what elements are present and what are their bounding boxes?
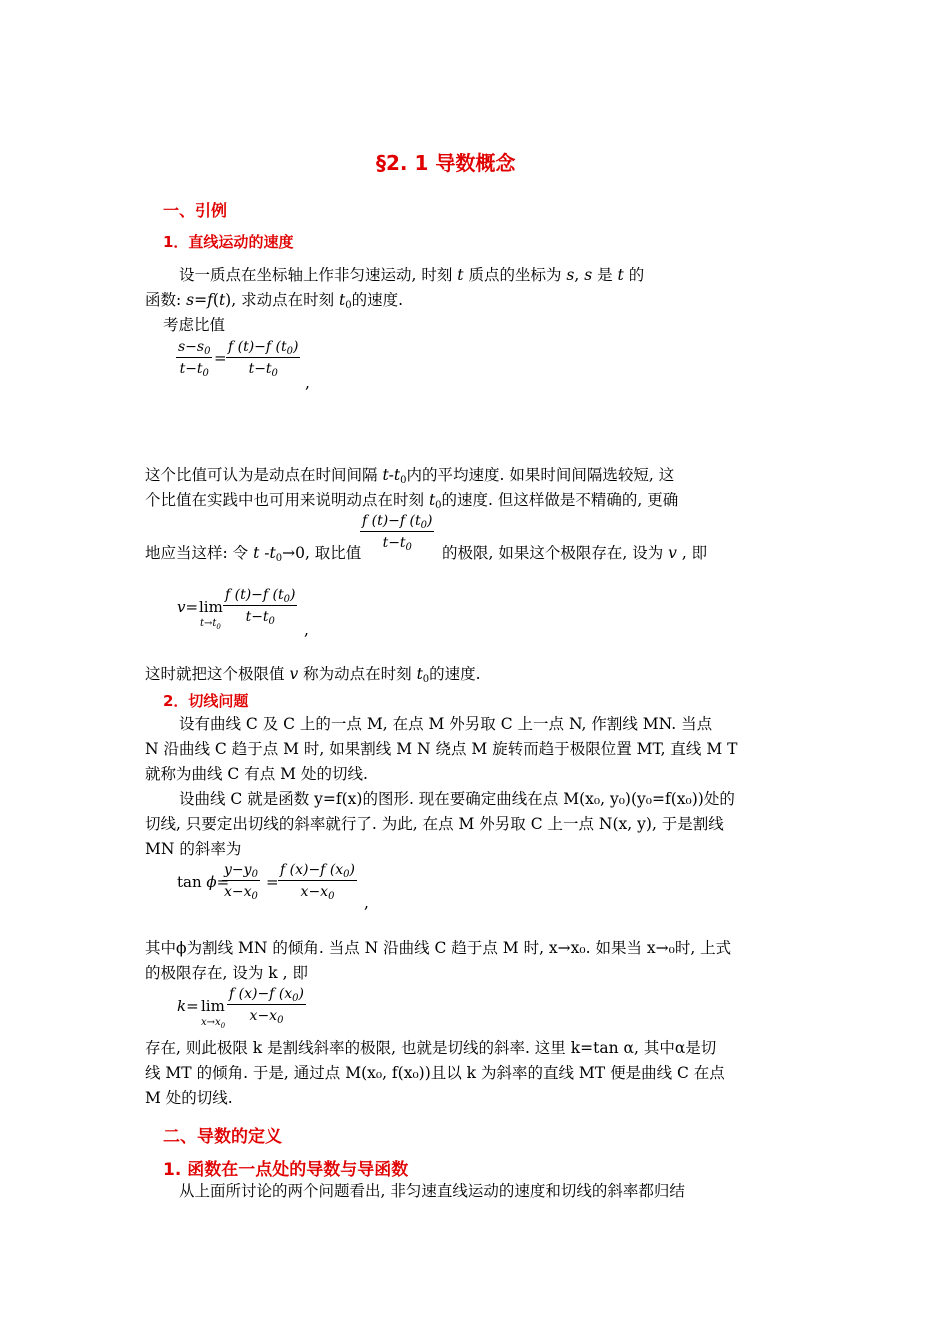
paragraph-line: 的极限, 如果这个极限存在, 设为 v , 即 [442,544,708,562]
tan-label: tan ϕ= [177,873,230,891]
paragraph-line: 存在, 则此极限 k 是割线斜率的极限, 也就是切线的斜率. 这里 k=tan α, 其中α是切 [145,1039,717,1057]
paragraph-line: 其中ϕ为割线 MN 的倾角. 当点 N 沿曲线 C 趋于点 M 时, x→x₀. 如果当 x→₀时, 上式 [145,939,732,957]
paragraph-line: 地应当这样: 令 t $-t_0\to 0$, 取比值 [145,544,362,564]
paragraph-line: 考虑比值 [163,316,226,334]
paragraph-line: 个比值在实践中也可用来说明动点在时刻 $t_0$的速度. 但这样做是不精确的, 更确 [145,491,679,511]
paragraph-line: 这个比值可认为是动点在时间间隔 $t-t_0$内的平均速度. 如果时间间隔选较短, 这 [145,466,675,486]
section-heading-2: 二、导数的定义 [163,1127,282,1147]
paragraph-line: MN 的斜率为 [145,840,242,858]
paragraph-line: 线 MT 的倾角. 于是, 通过点 M(x₀, f(x₀))且以 k 为斜率的直线 MT 便是曲线 C 在点 [145,1064,725,1082]
section-heading-1: 一、引例 [163,201,228,220]
comma: , [304,621,309,639]
paragraph-line: 设曲线 C 就是函数 y=f(x)的图形. 现在要确定曲线在点 M(x₀, y₀)(y₀=f(x₀))处的 [179,790,735,808]
subsection-heading-1-2: 2．切线问题 [163,692,249,710]
equals-sign: = [266,873,279,891]
comma: , [364,894,369,912]
fraction-inline: $\frac{f (t)-f (t_0)}{t-t_0}$ [362,513,433,553]
fraction-ratio: $\frac{s-s_0}{t-t_0}$ [178,339,211,379]
paragraph-line: 这时就把这个极限值 v 称为动点在时刻 $t_0$的速度. [145,665,481,685]
fraction-slope-y: $\frac{y-y_0}{x-x_0}$ [224,862,258,902]
subsection-heading-1-1: 1．直线运动的速度 [163,233,294,251]
subsection-heading-2-1: 1. 函数在一点处的导数与导函数 [163,1160,409,1180]
paragraph-line: 设一质点在坐标轴上作非匀速运动, 时刻 t 质点的坐标为 s, s 是 t 的 [179,266,645,284]
equals-sign: = [214,349,227,367]
paragraph-line: N 沿曲线 C 趋于点 M 时, 如果割线 M N 绕点 M 旋转而趋于极限位置 MT, 直线 M T [145,740,738,758]
comma: , [305,374,310,392]
paragraph-line: 切线, 只要定出切线的斜率就行了. 为此, 在点 M 外另取 C 上一点 N(x, y), 于是割线 [145,815,724,833]
lim-subscript: $x\to x_0$ [201,1017,226,1030]
k-formula: k= [177,997,199,1015]
paragraph-line: 从上面所讨论的两个问题看出, 非匀速直线运动的速度和切线的斜率都归结 [179,1182,685,1200]
paragraph-line: M 处的切线. [145,1089,233,1107]
fraction-slope-f: $\frac{f (x)-f (x_0)}{x-x_0}$ [280,862,356,902]
lim-label: lim [199,598,223,616]
lim-label: lim [201,997,225,1015]
lim-subscript: $t\to t_0$ [200,618,221,631]
fraction-k: $\frac{f (x)-f (x_0)}{x-x_0}$ [229,986,305,1026]
fraction-velocity: $\frac{f (t)-f (t_0)}{t-t_0}$ [225,587,296,627]
paragraph-line: 就称为曲线 C 有点 M 处的切线. [145,765,368,783]
fraction-ratio-f: $\frac{f (t)-f (t_0)}{t-t_0}$ [228,339,299,379]
velocity-formula: v= [177,598,199,616]
paragraph-line: 的极限存在, 设为 k , 即 [145,964,308,982]
paragraph-line: 函数: s=f(t), 求动点在时刻 $t_0$的速度. [145,291,404,311]
paragraph-line: 设有曲线 C 及 C 上的一点 M, 在点 M 外另取 C 上一点 N, 作割线 MN. 当点 [179,715,713,733]
page-title: §2. 1 导数概念 [376,151,516,175]
